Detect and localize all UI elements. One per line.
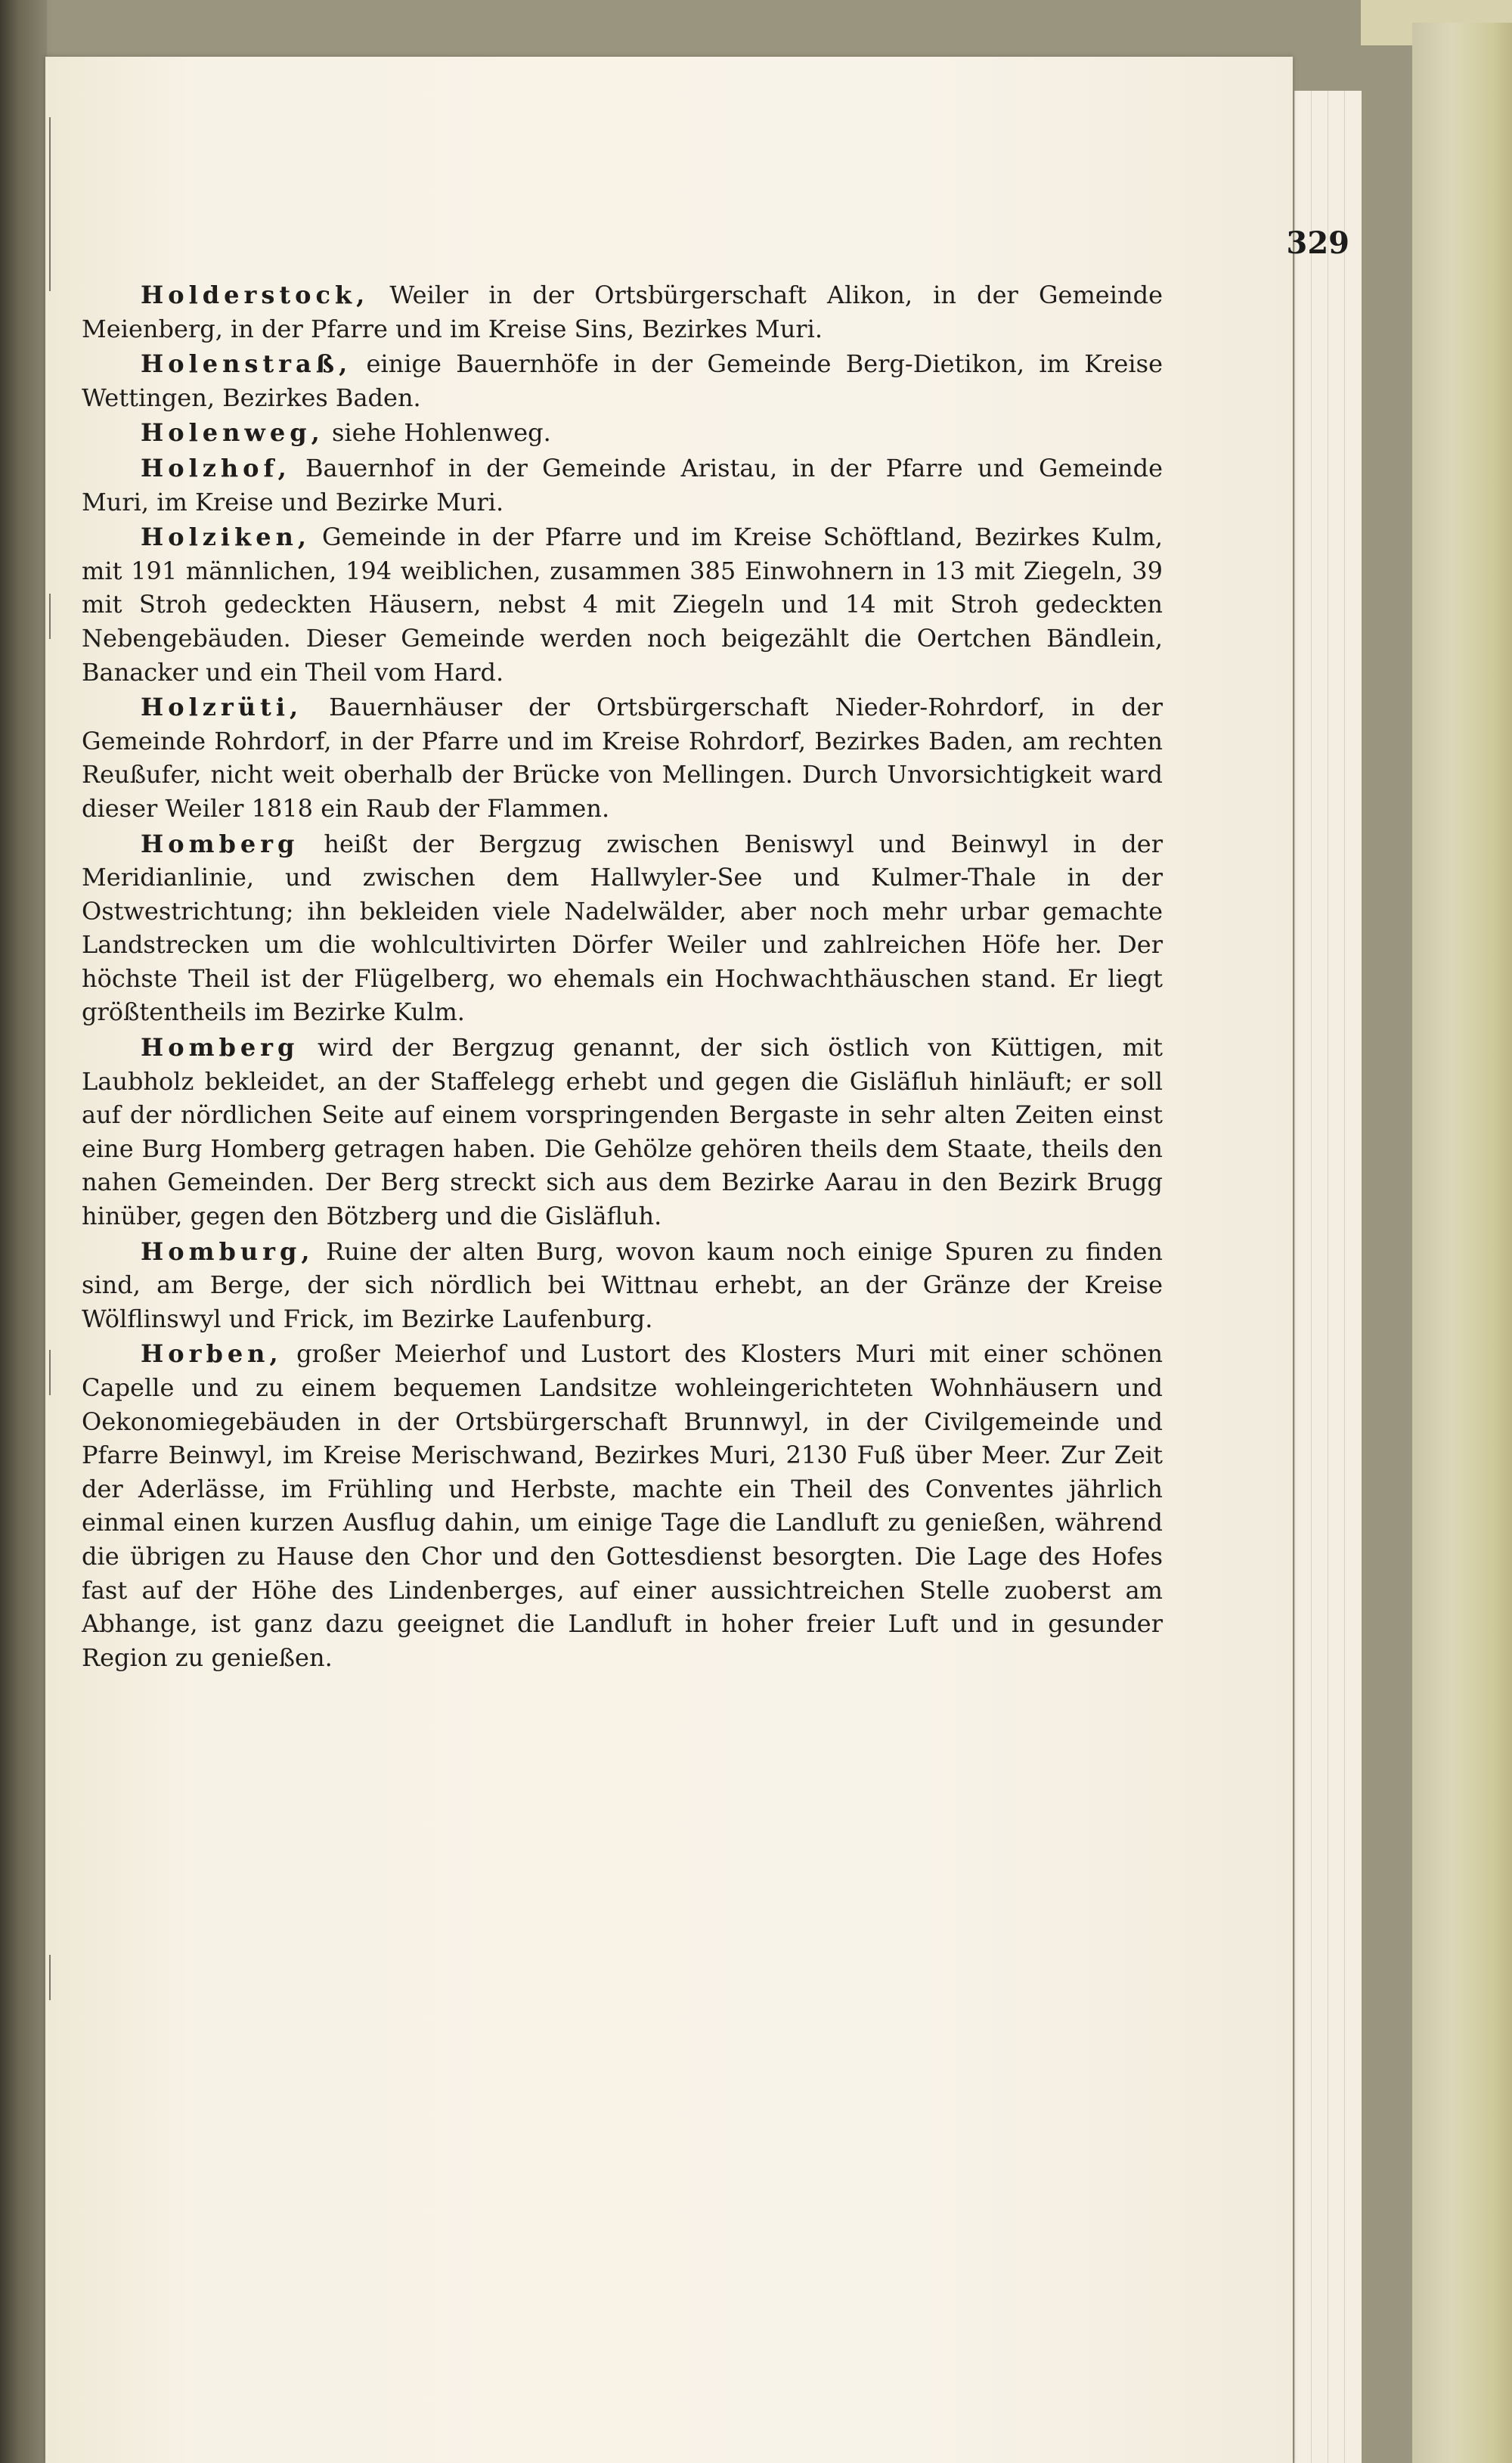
entry-body: einige Bauernhöfe in der Gemeinde Berg-Dietikon, im Kreise Wettingen, Bezirkes Baden. [82, 349, 1163, 412]
entry-headword: Horben, [141, 1339, 283, 1369]
entry-body: heißt der Bergzug zwischen Beniswyl und Beinwyl in der Meridianlinie, und zwischen dem Hallwyler-See und Kulmer-Thale in der Ostwestrichtung; ihn bekleiden viele Nadelwälder, aber noch mehr urbar gemachte Landstrecken um die wohlcultivirten Dörfer Weiler und zahlreichen Höfe her. Der höchste Theil ist der Flügelberg, wo ehemals ein Hochwachthäuschen stand. Er liegt größtentheils im Bezirke Kulm. [82, 829, 1163, 1027]
entry-body: Ruine der alten Burg, wovon kaum noch einige Spuren zu finden sind, am Berge, der sich nördlich bei Wittnau erhebt, an der Gränze der Kreise Wölflinswyl und Frick, im Bezirke Laufenburg. [82, 1236, 1163, 1333]
lexicon-entries [82, 278, 1163, 1676]
entry-holenstrass [82, 347, 1163, 414]
entry-holderstock [82, 278, 1163, 346]
entry-holzruti [82, 690, 1163, 825]
page-edge-stack [1328, 91, 1345, 2463]
entry-homburg [82, 1235, 1163, 1336]
book-cover-edge [1412, 23, 1512, 2463]
entry-headword: Homberg [141, 1033, 299, 1062]
entry-homberg-2 [82, 1031, 1163, 1233]
entry-headword: Holenweg, [141, 418, 324, 448]
entry-headword: Holzhof, [141, 453, 291, 482]
entry-horben [82, 1337, 1163, 1674]
entry-holziken [82, 520, 1163, 689]
entry-body: großer Meierhof und Lustort des Klosters Muri mit einer schönen Capelle und zu einem bequemen Landsitze wohleingerichteten Wohnhäusern und Oekonomiegebäuden in der Ortsbürgerschaft Brunnwyl, in der Civilgemeinde und Pfarre Beinwyl, im Kreise Merischwand, Bezirkes Muri, 2130 Fuß über Meer. Zur Zeit der Aderlässe, im Frühling und Herbste, machte ein Theil des Conventes jährlich einmal einen kurzen Ausflug dahin, um einige Tage die Landluft zu genießen, während die übrigen zu Hause den Chor und den Gottesdienst besorgten. Die Lage des Hofes fast auf der Höhe des Lindenberges, auf einer aussichtreichen Stelle zuoberst am Abhange, ist ganz dazu geeignet die Landluft in hoher freier Luft und in gesunder Region zu genießen. [82, 1339, 1163, 1672]
binding-line [49, 1350, 51, 1395]
entry-headword: Holderstock, [141, 281, 370, 309]
entry-headword: Holziken, [141, 523, 311, 552]
entry-headword: Homberg [141, 829, 299, 858]
entry-body: siehe Hohlenweg. [324, 418, 551, 448]
page-edge-stack [1344, 91, 1362, 2463]
entry-body: Weiler in der Ortsbürgerschaft Alikon, in der Gemeinde Meienberg, in der Pfarre und im Kreise Sins, Bezirkes Muri. [82, 281, 1163, 343]
binding-line [49, 1955, 51, 2000]
binding-line [49, 117, 51, 291]
entry-body: Gemeinde in der Pfarre und im Kreise Schöftland, Bezirkes Kulm, mit 191 männlichen, 194 weiblichen, zusammen 385 Einwohnern in 13 mit Ziegeln, 39 mit Stroh gedeckten Häusern, nebst 4 mit Ziegeln und 14 mit Stroh gedeckten Nebengebäuden. Dieser Gemeinde werden noch beigezählt die Oertchen Bändlein, Banacker und ein Theil vom Hard. [82, 523, 1163, 687]
entry-headword: Holzrüti, [141, 693, 303, 722]
book-spine-edge [0, 0, 47, 2463]
entry-holzhof [82, 451, 1163, 519]
entry-homberg-1 [82, 827, 1163, 1030]
entry-headword: Holenstraß, [141, 349, 352, 379]
entry-headword: Homburg, [141, 1236, 314, 1266]
entry-body: wird der Bergzug genannt, der sich östlich von Küttigen, mit Laubholz bekleidet, an der Staffelegg erhebt und gegen die Gisläfluh hinläuft; er soll auf der nördlichen Seite auf einem vorspringenden Bergaste in sehr alten Zeiten einst eine Burg Homberg getragen haben. Die Gehölze gehören theils dem Staate, theils den nahen Gemeinden. Der Berg streckt sich aus dem Bezirke Aarau in den Bezirk Brugg hinüber, gegen den Bötzberg und die Gisläfluh. [82, 1033, 1163, 1231]
page-edge-stack [1311, 91, 1328, 2463]
binding-line [49, 594, 51, 639]
entry-body: Bauernhof in der Gemeinde Aristau, in der Pfarre und Gemeinde Muri, im Kreise und Bezirke Muri. [82, 453, 1163, 516]
entry-body: Bauernhäuser der Ortsbürgerschaft Nieder-Rohrdorf, in der Gemeinde Rohrdorf, in der Pfarre und im Kreise Rohrdorf, Bezirkes Baden, am rechten Reußufer, nicht weit oberhalb der Brücke von Mellingen. Durch Unvorsichtigkeit ward dieser Weiler 1818 ein Raub der Flammen. [82, 693, 1163, 823]
entry-holenweg [82, 416, 1163, 450]
page-number: 329 [1286, 225, 1349, 261]
page-edge-stack [1294, 91, 1312, 2463]
